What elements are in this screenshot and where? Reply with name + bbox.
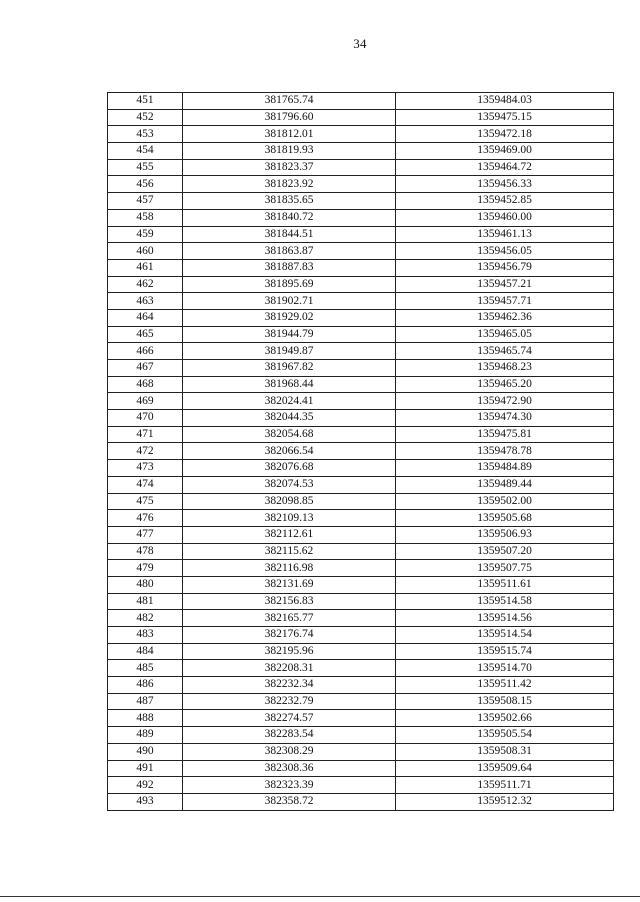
y-coordinate-cell: 1359514.70	[396, 660, 614, 677]
y-coordinate-cell: 1359505.68	[396, 510, 614, 527]
table-row	[108, 627, 614, 644]
x-coordinate-cell: 382308.29	[183, 743, 396, 760]
x-coordinate-cell: 382116.98	[183, 560, 396, 577]
y-coordinate-cell: 1359507.20	[396, 543, 614, 560]
x-coordinate-cell: 382131.69	[183, 576, 396, 593]
y-coordinate-cell: 1359509.64	[396, 760, 614, 777]
table-row	[108, 710, 614, 727]
point-number-cell: 456	[108, 176, 183, 193]
table-row	[108, 343, 614, 360]
y-coordinate-cell: 1359508.15	[396, 693, 614, 710]
table-row	[108, 543, 614, 560]
point-number-cell: 474	[108, 476, 183, 493]
table-row	[108, 460, 614, 477]
x-coordinate-cell: 381887.83	[183, 259, 396, 276]
point-number-cell: 482	[108, 610, 183, 627]
point-number-cell: 472	[108, 443, 183, 460]
y-coordinate-cell: 1359514.58	[396, 593, 614, 610]
point-number-cell: 464	[108, 309, 183, 326]
x-coordinate-cell: 381944.79	[183, 326, 396, 343]
y-coordinate-cell: 1359456.33	[396, 176, 614, 193]
point-number-cell: 485	[108, 660, 183, 677]
point-number-cell: 475	[108, 493, 183, 510]
x-coordinate-cell: 381812.01	[183, 126, 396, 143]
y-coordinate-cell: 1359507.75	[396, 560, 614, 577]
point-number-cell: 469	[108, 393, 183, 410]
table-row	[108, 560, 614, 577]
table-row	[108, 593, 614, 610]
table-row	[108, 193, 614, 210]
x-coordinate-cell: 381967.82	[183, 360, 396, 377]
x-coordinate-cell: 382323.39	[183, 777, 396, 794]
x-coordinate-cell: 381823.37	[183, 159, 396, 176]
table-row	[108, 209, 614, 226]
table-row	[108, 159, 614, 176]
table-row	[108, 526, 614, 543]
x-coordinate-cell: 381949.87	[183, 343, 396, 360]
x-coordinate-cell: 382054.68	[183, 426, 396, 443]
y-coordinate-cell: 1359512.32	[396, 793, 614, 810]
point-number-cell: 468	[108, 376, 183, 393]
coordinates-table-body	[108, 93, 614, 811]
x-coordinate-cell: 381863.87	[183, 243, 396, 260]
x-coordinate-cell: 381835.65	[183, 193, 396, 210]
table-row	[108, 109, 614, 126]
y-coordinate-cell: 1359468.23	[396, 360, 614, 377]
point-number-cell: 465	[108, 326, 183, 343]
point-number-cell: 476	[108, 510, 183, 527]
y-coordinate-cell: 1359474.30	[396, 410, 614, 427]
point-number-cell: 477	[108, 526, 183, 543]
x-coordinate-cell: 381765.74	[183, 93, 396, 110]
x-coordinate-cell: 381819.93	[183, 143, 396, 160]
y-coordinate-cell: 1359511.71	[396, 777, 614, 794]
y-coordinate-cell: 1359484.03	[396, 93, 614, 110]
x-coordinate-cell: 381796.60	[183, 109, 396, 126]
y-coordinate-cell: 1359452.85	[396, 193, 614, 210]
table-row	[108, 360, 614, 377]
y-coordinate-cell: 1359462.36	[396, 309, 614, 326]
table-row	[108, 660, 614, 677]
point-number-cell: 457	[108, 193, 183, 210]
point-number-cell: 488	[108, 710, 183, 727]
table-row	[108, 243, 614, 260]
y-coordinate-cell: 1359465.74	[396, 343, 614, 360]
y-coordinate-cell: 1359506.93	[396, 526, 614, 543]
point-number-cell: 484	[108, 643, 183, 660]
table-row	[108, 793, 614, 810]
y-coordinate-cell: 1359505.54	[396, 727, 614, 744]
point-number-cell: 470	[108, 410, 183, 427]
point-number-cell: 467	[108, 360, 183, 377]
point-number-cell: 452	[108, 109, 183, 126]
y-coordinate-cell: 1359457.71	[396, 293, 614, 310]
x-coordinate-cell: 382024.41	[183, 393, 396, 410]
table-row	[108, 93, 614, 110]
point-number-cell: 481	[108, 593, 183, 610]
x-coordinate-cell: 382308.36	[183, 760, 396, 777]
y-coordinate-cell: 1359457.21	[396, 276, 614, 293]
table-row	[108, 226, 614, 243]
point-number-cell: 487	[108, 693, 183, 710]
y-coordinate-cell: 1359472.18	[396, 126, 614, 143]
table-row	[108, 493, 614, 510]
table-row	[108, 326, 614, 343]
y-coordinate-cell: 1359511.42	[396, 677, 614, 694]
x-coordinate-cell: 382274.57	[183, 710, 396, 727]
x-coordinate-cell: 381823.92	[183, 176, 396, 193]
x-coordinate-cell: 382195.96	[183, 643, 396, 660]
table-row	[108, 643, 614, 660]
y-coordinate-cell: 1359502.66	[396, 710, 614, 727]
x-coordinate-cell: 382066.54	[183, 443, 396, 460]
x-coordinate-cell: 382112.61	[183, 526, 396, 543]
x-coordinate-cell: 382156.83	[183, 593, 396, 610]
table-row	[108, 426, 614, 443]
point-number-cell: 454	[108, 143, 183, 160]
point-number-cell: 493	[108, 793, 183, 810]
point-number-cell: 480	[108, 576, 183, 593]
table-row	[108, 126, 614, 143]
y-coordinate-cell: 1359475.15	[396, 109, 614, 126]
page-number: 34	[353, 36, 367, 51]
point-number-cell: 460	[108, 243, 183, 260]
point-number-cell: 453	[108, 126, 183, 143]
x-coordinate-cell: 382208.31	[183, 660, 396, 677]
page-bottom-rule	[0, 896, 640, 897]
x-coordinate-cell: 382232.34	[183, 677, 396, 694]
table-row	[108, 693, 614, 710]
table-row	[108, 760, 614, 777]
x-coordinate-cell: 382358.72	[183, 793, 396, 810]
x-coordinate-cell: 382283.54	[183, 727, 396, 744]
y-coordinate-cell: 1359465.05	[396, 326, 614, 343]
point-number-cell: 483	[108, 627, 183, 644]
point-number-cell: 458	[108, 209, 183, 226]
point-number-cell: 478	[108, 543, 183, 560]
table-row	[108, 410, 614, 427]
x-coordinate-cell: 381968.44	[183, 376, 396, 393]
y-coordinate-cell: 1359465.20	[396, 376, 614, 393]
table-row	[108, 476, 614, 493]
table-row	[108, 576, 614, 593]
table-row	[108, 376, 614, 393]
x-coordinate-cell: 381902.71	[183, 293, 396, 310]
point-number-cell: 471	[108, 426, 183, 443]
point-number-cell: 451	[108, 93, 183, 110]
y-coordinate-cell: 1359514.54	[396, 627, 614, 644]
point-number-cell: 459	[108, 226, 183, 243]
point-number-cell: 455	[108, 159, 183, 176]
table-row	[108, 777, 614, 794]
table-row	[108, 176, 614, 193]
table-row	[108, 727, 614, 744]
table-row	[108, 276, 614, 293]
y-coordinate-cell: 1359478.78	[396, 443, 614, 460]
y-coordinate-cell: 1359514.56	[396, 610, 614, 627]
y-coordinate-cell: 1359464.72	[396, 159, 614, 176]
x-coordinate-cell: 382098.85	[183, 493, 396, 510]
y-coordinate-cell: 1359511.61	[396, 576, 614, 593]
x-coordinate-cell: 382115.62	[183, 543, 396, 560]
point-number-cell: 491	[108, 760, 183, 777]
table-row	[108, 677, 614, 694]
x-coordinate-cell: 381840.72	[183, 209, 396, 226]
y-coordinate-cell: 1359489.44	[396, 476, 614, 493]
x-coordinate-cell: 381844.51	[183, 226, 396, 243]
x-coordinate-cell: 382076.68	[183, 460, 396, 477]
point-number-cell: 466	[108, 343, 183, 360]
y-coordinate-cell: 1359461.13	[396, 226, 614, 243]
table-row	[108, 743, 614, 760]
y-coordinate-cell: 1359456.05	[396, 243, 614, 260]
x-coordinate-cell: 382176.74	[183, 627, 396, 644]
y-coordinate-cell: 1359472.90	[396, 393, 614, 410]
coordinates-table	[107, 92, 614, 811]
point-number-cell: 492	[108, 777, 183, 794]
point-number-cell: 463	[108, 293, 183, 310]
y-coordinate-cell: 1359484.89	[396, 460, 614, 477]
point-number-cell: 461	[108, 259, 183, 276]
x-coordinate-cell: 381929.02	[183, 309, 396, 326]
y-coordinate-cell: 1359515.74	[396, 643, 614, 660]
y-coordinate-cell: 1359460.00	[396, 209, 614, 226]
point-number-cell: 490	[108, 743, 183, 760]
y-coordinate-cell: 1359475.81	[396, 426, 614, 443]
table-row	[108, 259, 614, 276]
y-coordinate-cell: 1359456.79	[396, 259, 614, 276]
point-number-cell: 473	[108, 460, 183, 477]
y-coordinate-cell: 1359508.31	[396, 743, 614, 760]
x-coordinate-cell: 382109.13	[183, 510, 396, 527]
x-coordinate-cell: 381895.69	[183, 276, 396, 293]
table-row	[108, 309, 614, 326]
y-coordinate-cell: 1359502.00	[396, 493, 614, 510]
point-number-cell: 486	[108, 677, 183, 694]
table-row	[108, 510, 614, 527]
table-row	[108, 443, 614, 460]
y-coordinate-cell: 1359469.00	[396, 143, 614, 160]
table-row	[108, 393, 614, 410]
x-coordinate-cell: 382044.35	[183, 410, 396, 427]
table-row	[108, 610, 614, 627]
point-number-cell: 489	[108, 727, 183, 744]
x-coordinate-cell: 382232.79	[183, 693, 396, 710]
point-number-cell: 462	[108, 276, 183, 293]
x-coordinate-cell: 382165.77	[183, 610, 396, 627]
point-number-cell: 479	[108, 560, 183, 577]
table-row	[108, 143, 614, 160]
table-row	[108, 293, 614, 310]
x-coordinate-cell: 382074.53	[183, 476, 396, 493]
